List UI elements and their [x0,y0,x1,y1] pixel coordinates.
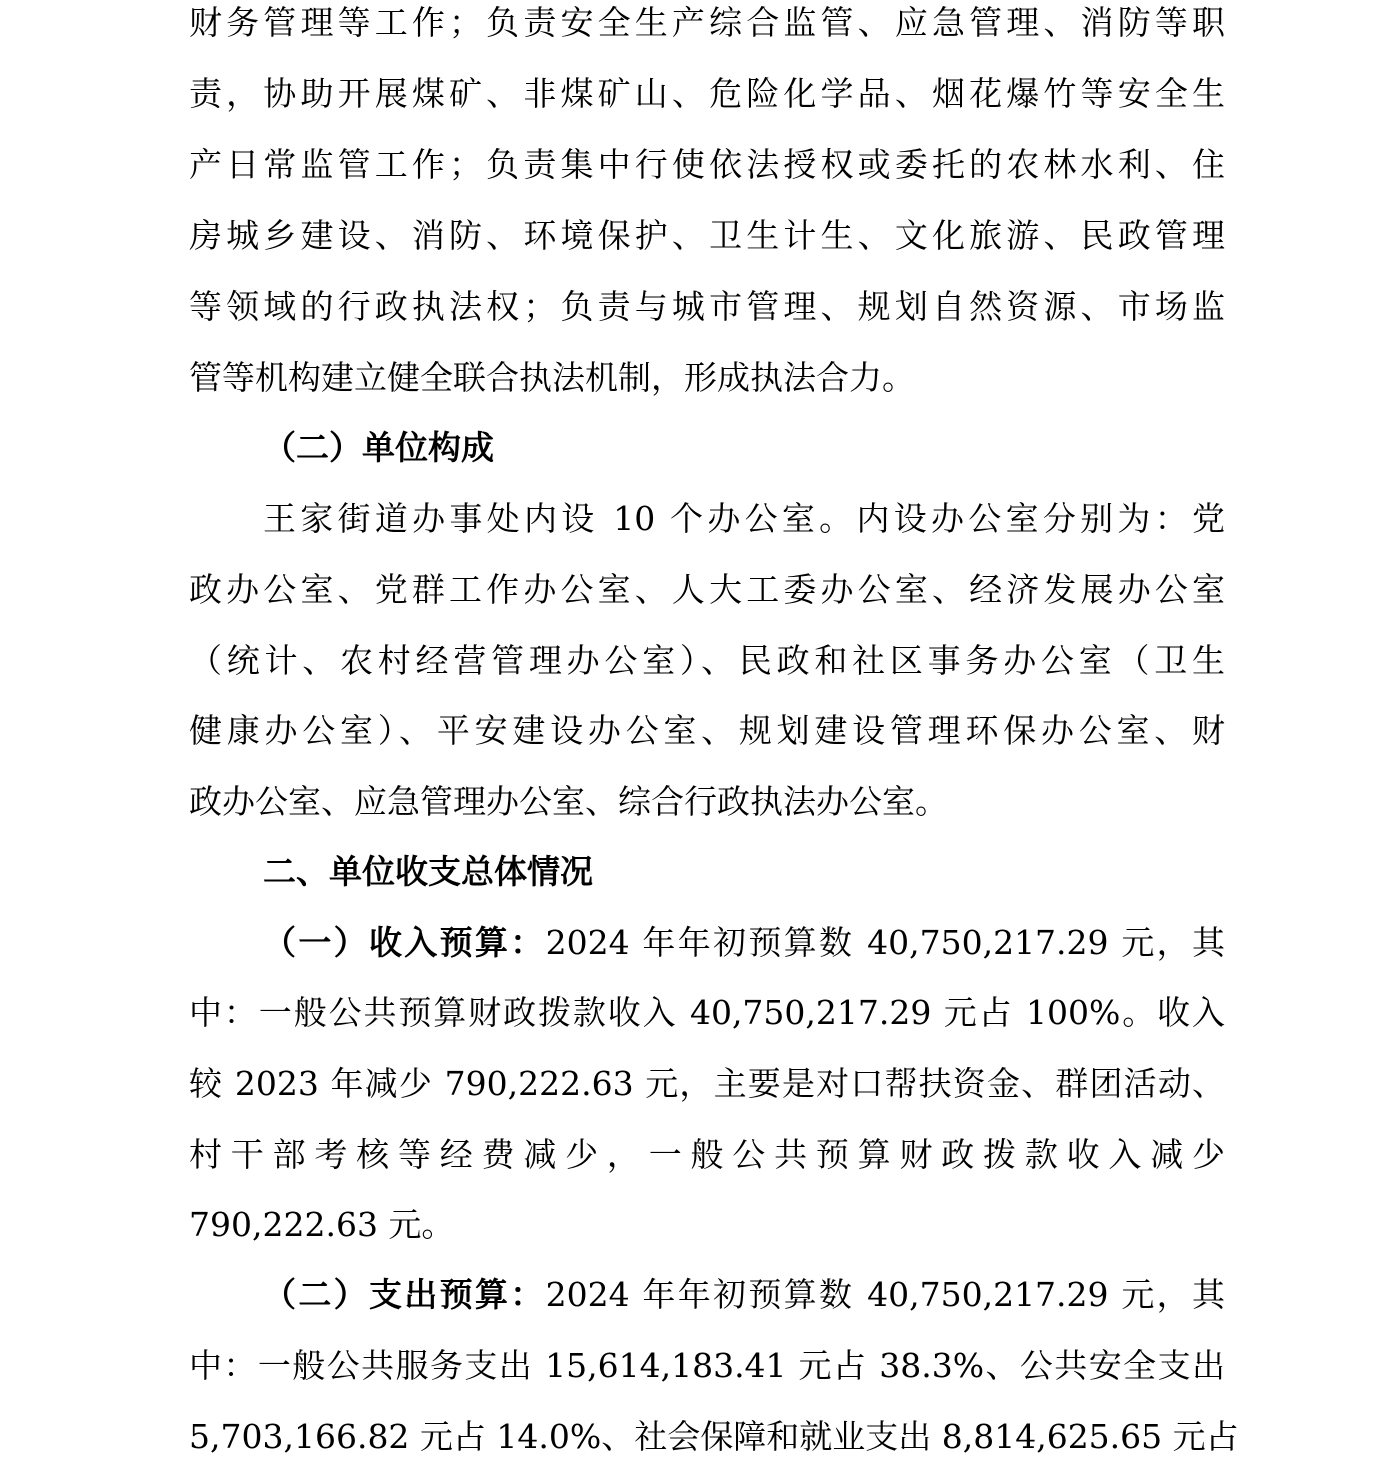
paragraph-line: 较 2023 年减少 790,222.63 元，主要是对口帮扶资金、群团活动、 [189,1064,1225,1103]
paragraph-line: 790,222.63 元。 [189,1205,455,1244]
paragraph-line: 管等机构建立健全联合执法机制，形成执法合力。 [189,358,915,397]
subheading-income: （一）收入预算： [263,923,546,962]
section-heading: 二、单位收支总体情况 [263,852,593,891]
paragraph-line: 中：一般公共预算财政拨款收入 40,750,217.29 元占 100%。收入 [189,993,1225,1032]
subheading-expenditure: （二）支出预算： [263,1275,546,1314]
paragraph-line: 政办公室、应急管理办公室、综合行政执法办公室。 [189,782,948,821]
paragraph-line: 5,703,166.82 元占 14.0%、社会保障和就业支出 8,814,625.65 元占 [189,1417,1239,1456]
paragraph-line: 王家街道办事处内设 10 个办公室。内设办公室分别为：党 [263,499,1225,538]
paragraph-line: （统计、农村经营管理办公室）、民政和社区事务办公室（卫生 [189,641,1225,680]
paragraph-line: 村干部考核等经费减少，一般公共预算财政拨款收入减少 [189,1135,1225,1174]
paragraph-line [263,907,1225,978]
paragraph-line: 政办公室、党群工作办公室、人大工委办公室、经济发展办公室 [189,570,1225,609]
paragraph-text: 2024 年年初预算数 40,750,217.29 元，其 [545,1275,1225,1314]
section-heading: （二）单位构成 [263,428,494,467]
paragraph-text: 2024 年年初预算数 40,750,217.29 元，其 [545,923,1225,962]
paragraph-line: 财务管理等工作；负责安全生产综合监管、应急管理、消防等职 [189,3,1225,42]
paragraph-line: 等领域的行政执法权；负责与城市管理、规划自然资源、市场监 [189,287,1225,326]
paragraph-line: 产日常监管工作；负责集中行使依法授权或委托的农林水利、住 [189,145,1225,184]
paragraph-line [263,1259,1225,1330]
paragraph-line: 房城乡建设、消防、环境保护、卫生计生、文化旅游、民政管理 [189,216,1225,255]
paragraph-line: 中：一般公共服务支出 15,614,183.41 元占 38.3%、公共安全支出 [189,1346,1225,1385]
paragraph-line: 责，协助开展煤矿、非煤矿山、危险化学品、烟花爆竹等安全生 [189,74,1225,113]
paragraph-line: 健康办公室）、平安建设办公室、规划建设管理环保办公室、财 [189,711,1225,750]
